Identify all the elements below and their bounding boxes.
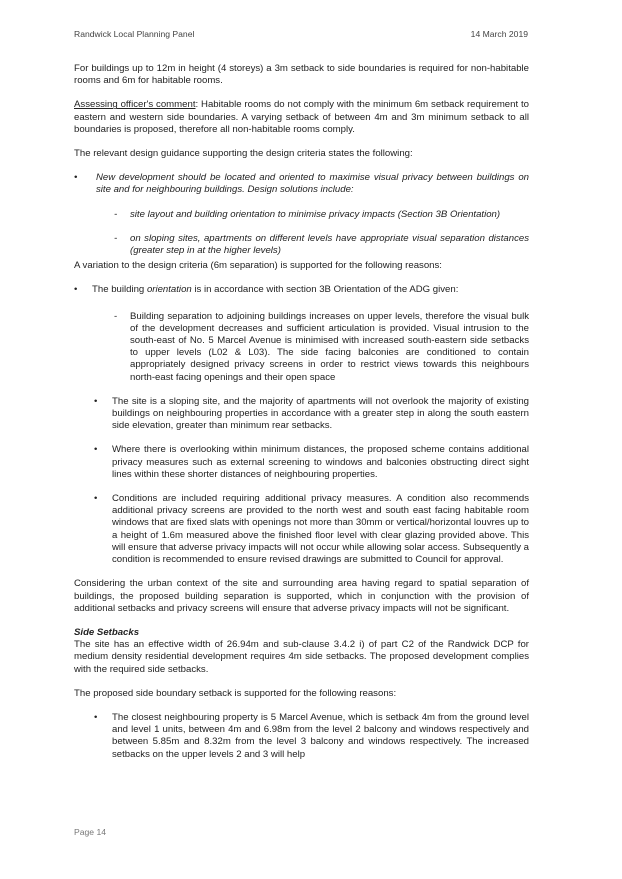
paragraph-site-width: The site has an effective width of 26.94m and sub-clause 3.4.2 i) of part C2 of the Randwick DCP for medium density residential development requires 4m side setbacks. The proposed development complies with the required side setbacks. xyxy=(74,639,529,675)
guidance-sub-item-1 xyxy=(114,209,529,221)
guidance-sub-text-2: on sloping sites, apartments on different levels have appropriate visual separation distances (greater step in at the higher levels) xyxy=(130,232,529,257)
side-setbacks-heading: Side Setbacks xyxy=(74,626,140,638)
page-number: Page 14 xyxy=(74,827,107,837)
bullet-glyph: • xyxy=(74,172,78,184)
bullet-glyph: • xyxy=(94,493,98,505)
reason-orientation-sub-text: Building separation to adjoining buildings increases on upper levels, therefore the visual bulk of the development decreases and sufficient articulation is provided. Visual intrusion to the south-east of No. 5 Marcel Avenue is minimised with increased south-eastern side setbacks to upper levels (L02 & L03). The side facing balconies are conditioned to contain appropriately designed privacy screens in order to restrict views towards this neighbours north-east facing openings and their open space xyxy=(130,310,529,383)
guidance-sub-text-1: site layout and building orientation to minimise privacy impacts (Section 3B Orientation) xyxy=(130,208,501,220)
paragraph-side-setback-intro: The proposed side boundary setback is supported for the following reasons: xyxy=(74,687,397,699)
guidance-bullet-text: New development should be located and oriented to maximise visual privacy between buildings on site and for neighbouring buildings. Design solutions include: xyxy=(96,172,529,196)
paragraph-design-guidance-intro: The relevant design guidance supporting the design criteria states the following: xyxy=(74,148,413,160)
reason-sloping-site-text: The site is a sloping site, and the majority of apartments will not overlook the majority of existing buildings on neighbouring properties in accordance with a greater step in along the south eastern side elevation, greater than minimum rear setbacks. xyxy=(112,395,529,432)
paragraph-setback-requirement: For buildings up to 12m in height (4 storeys) a 3m setback to side boundaries is required for non-habitable rooms and 6m for habitable rooms. xyxy=(74,63,529,87)
dash-glyph: - xyxy=(114,208,118,220)
paragraph-urban-context: Considering the urban context of the site and surrounding area having regard to spatial separation of buildings, the proposed building separation is supported, which in conjunction with the provision of additional setbacks and privacy screens will ensure that adverse privacy impacts will not be significant. xyxy=(74,578,529,614)
reason-orientation-emphasis: orientation xyxy=(146,284,192,296)
officer-comment-text: : Habitable rooms do not comply with the minimum 6m setback requirement to eastern and western side boundaries. A varying setback of between 4m and 3m minimum setback to all boundaries is proposed, therefore all non-habitable rooms comply. xyxy=(74,99,530,135)
bullet-glyph: • xyxy=(94,444,98,456)
officer-comment-label: Assessing officer's comment xyxy=(74,99,196,111)
guidance-sub-item-2 xyxy=(114,233,529,257)
bullet-glyph: • xyxy=(74,284,78,296)
reason-overlooking-text: Where there is overlooking within minimum distances, the proposed scheme contains additional privacy measures such as external screening to windows and balconies obstructing direct sight lines within these shorter distances of neighbouring properties. xyxy=(112,444,529,480)
dash-glyph: - xyxy=(114,232,118,244)
side-reason-text: The closest neighbouring property is 5 Marcel Avenue, which is setback 4m from the ground level and level 1 units, between 4m and 6.98m from the level 2 balcony and windows respectively and between 5.85m and 8.32m from the level 3 balcony and windows respectively. The increased setbacks on the upper levels 2 and 3 will help xyxy=(112,711,529,760)
header-date: 14 March 2019 xyxy=(470,29,528,39)
document-body xyxy=(74,63,529,761)
reason-orientation-item xyxy=(74,284,529,296)
side-reason-item xyxy=(94,712,529,761)
reason-orientation-sub-item xyxy=(114,311,529,384)
reason-overlooking-item xyxy=(94,444,529,481)
reason-conditions-text: Conditions are included requiring additional privacy measures. A condition also recommends additional privacy screens are provided to the north west and south east facing habitable room windows that are fixed slats with openings not more than 30mm or vertical/horizontal louvres up to a height of 1.6m measured above the finished floor level with clear glazing provided above. This will ensure that adverse privacy impacts will not occur while allowing solar access. Subsequently a condition is recommended to ensure revised drawings are submitted to Council for approval. xyxy=(112,493,529,566)
bullet-glyph: • xyxy=(94,395,98,407)
guidance-bullet-item xyxy=(74,172,529,196)
paragraph-variation-intro: A variation to the design criteria (6m separation) is supported for the following reasons: xyxy=(74,260,442,272)
reason-conditions-item xyxy=(94,493,529,566)
dash-glyph: - xyxy=(114,310,118,322)
reason-orientation-post: is in accordance with section 3B Orientation of the ADG given: xyxy=(191,284,459,296)
reason-sloping-site-item xyxy=(94,396,529,433)
bullet-glyph: • xyxy=(94,711,98,723)
reason-orientation-pre: The building xyxy=(92,284,147,296)
paragraph-officer-comment xyxy=(74,99,529,136)
header-title: Randwick Local Planning Panel xyxy=(74,29,195,39)
